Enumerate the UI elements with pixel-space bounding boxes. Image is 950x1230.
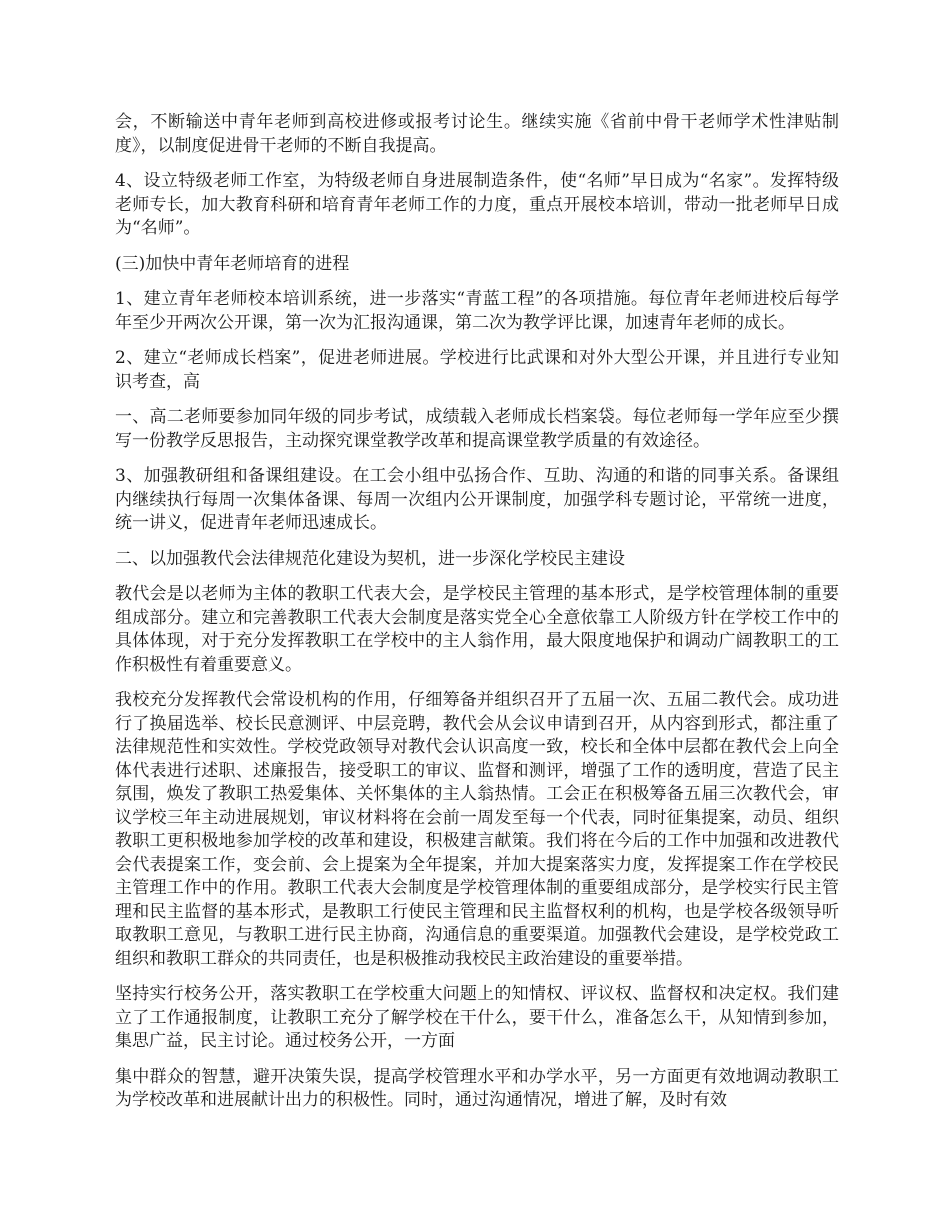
paragraph-4: 1、建立青年老师校本培训系统，进一步落实“青蓝工程”的各项措施。每位青年老师进校后每学年至少开两次公开课，第一次为汇报沟通课，第二次为教学评比课，加速青年老师的成长。 (115, 289, 839, 333)
paragraph-10: 我校充分发挥教代会常设机构的作用，仔细筹备并组织召开了五届一次、五届二教代会。成功进行了换届选举、校长民意测评、中层竞聘，教代会从会议申请到召开，从内容到形式，都注重了法律规范性和实效性。学校党政领导对教代会认识高度一致，校长和全体中层都在教代会上向全体代表进行述职、述廉报告，接受职工的审议、监督和测评，增强了工作的透明度，营造了民主氛围，焕发了教职工热爱集体、关怀集体的主人翁热情。工会正在积极筹备五届三次教代会，审议学校三年主动进展规划，审议材料将在会前一周发至每一个代表，同时征集提案，动员、组织教职工更积极地参加学校的改革和建设，积极建言献策。我们将在今后的工作中加强和改进教代会代表提案工作，变会前、会上提案为全年提案，并加大提案落实力度，发挥提案工作在学校民主管理工作中的作用。教职工代表大会制度是学校管理体制的重要组成部分，是学校实行民主管理和民主监督的基本形式，是教职工行使民主管理和民主监督权利的机构，也是学校各级领导听取教职工意见，与教职工进行民主协商，沟通信息的重要渠道。加强教代会建设，是学校党政工组织和教职工群众的共同责任，也是积极推动我校民主政治建设的重要举措。 (115, 690, 839, 969)
paragraph-1: 会，不断输送中青年老师到高校进修或报考讨论生。继续实施《省前中骨干老师学术性津贴制度》，以制度促进骨干老师的不断自我提高。 (115, 112, 839, 156)
document-page (115, 111, 839, 1125)
paragraph-9: 教代会是以老师为主体的教职工代表大会，是学校民主管理的基本形式，是学校管理体制的重要组成部分。建立和完善教职工代表大会制度是落实党全心全意依靠工人阶级方针在学校工作中的具体体现，对于充分发挥教职工在学校中的主人翁作用，最大限度地保护和调动广阔教职工的工作积极性有着重要意义。 (115, 584, 839, 675)
paragraph-11: 坚持实行校务公开，落实教职工在学校重大问题上的知情权、评议权、监督权和决定权。我们建立了工作通报制度，让教职工充分了解学校在干什么，要干什么，准备怎么干，从知情到参加，集思广益，民主讨论。通过校务公开，一方面 (115, 984, 839, 1051)
section-heading-3: (三)加快中青年老师培育的进程 (115, 253, 350, 274)
paragraph-5: 2、建立“老师成长档案”，促进老师进展。学校进行比武课和对外大型公开课，并且进行专业知识考查，高 (115, 348, 839, 392)
paragraph-12: 集中群众的智慧，避开决策失误，提高学校管理水平和办学水平，另一方面更有效地调动教职工为学校改革和进展献计出力的积极性。同时，通过沟通情况，增进了解，及时有效 (115, 1066, 839, 1110)
paragraph-2: 4、设立特级老师工作室，为特级老师自身进展制造条件，使“名师”早日成为“名家”。发挥特级老师专长，加大教育科研和培育青年老师工作的力度，重点开展校本培训，带动一批老师早日成为“名师”。 (115, 171, 839, 238)
paragraph-7: 3、加强教研组和备课组建设。在工会小组中弘扬合作、互助、沟通的和谐的同事关系。备课组内继续执行每周一次集体备课、每周一次组内公开课制度，加强学科专题讨论，平常统一进度，统一讲义，促进青年老师迅速成长。 (115, 466, 839, 533)
paragraph-6: 一、高二老师要参加同年级的同步考试，成绩载入老师成长档案袋。每位老师每一学年应至少撰写一份教学反思报告，主动探究课堂教学改革和提高课堂教学质量的有效途径。 (115, 407, 839, 451)
section-heading-8: 二、以加强教代会法律规范化建设为契机，进一步深化学校民主建设 (115, 548, 625, 569)
